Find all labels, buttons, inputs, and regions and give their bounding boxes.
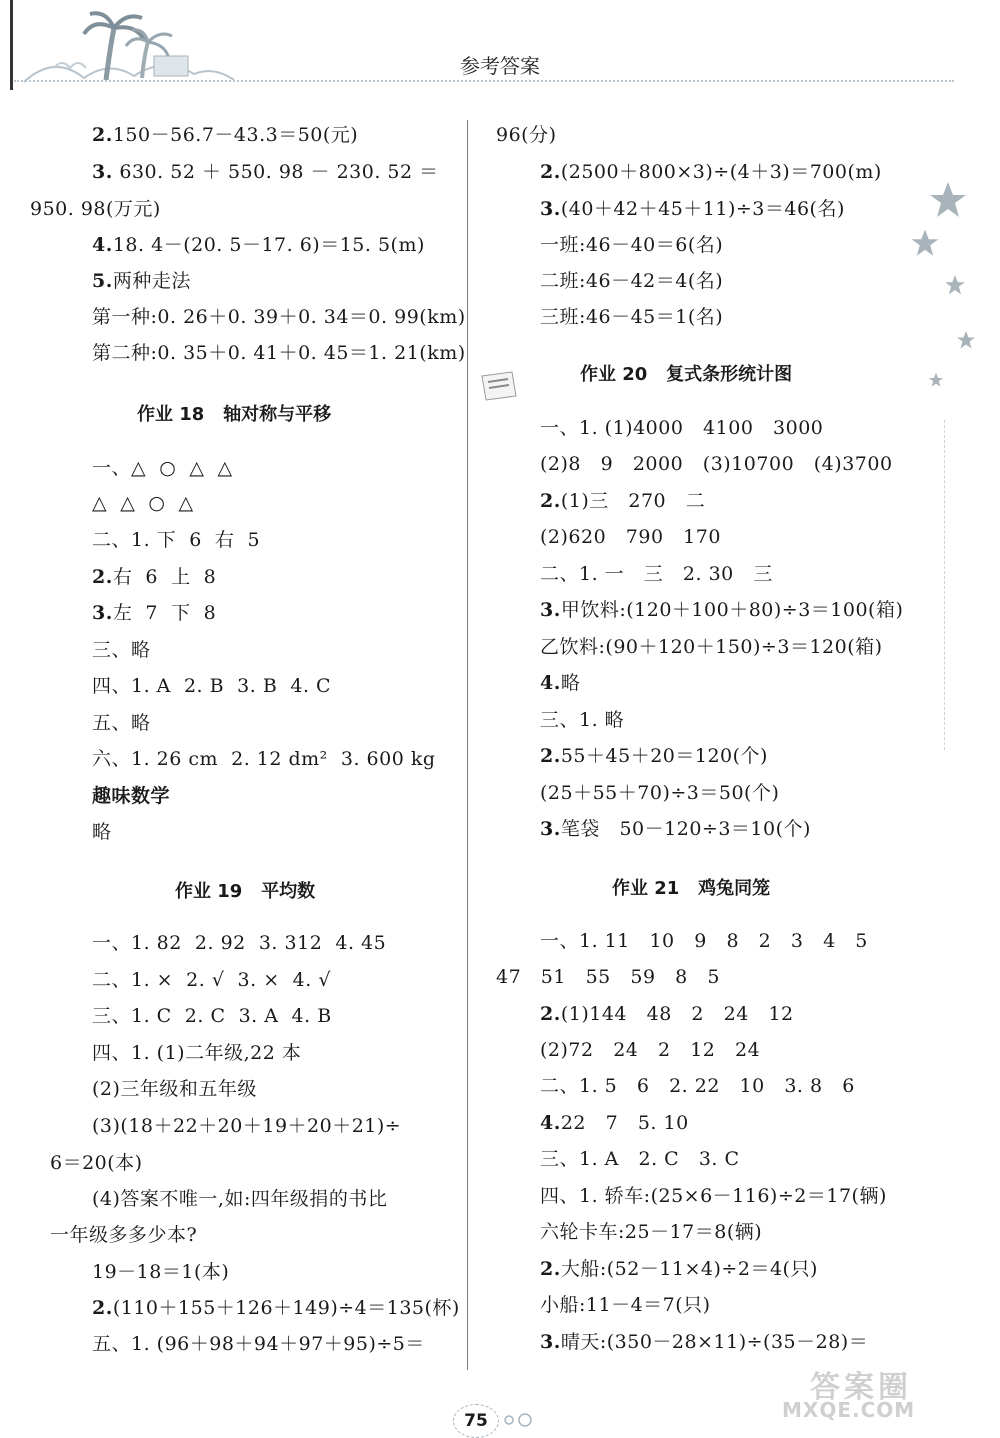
answer-line: 2.150－56.7－43.3＝50(元) (92, 124, 359, 146)
answer-line: 三、1. C 2. C 3. A 4. B (92, 1005, 332, 1027)
answer-line: 3.晴天:(350－28×11)÷(35－28)＝ (540, 1331, 869, 1353)
star-icon (928, 180, 968, 220)
answer-line: (2)620 790 170 (540, 526, 721, 548)
answer-line: 19－18＝1(本) (92, 1261, 230, 1283)
star-icon (956, 330, 976, 350)
answer-line: 3.(40＋42＋45＋11)÷3＝46(名) (540, 198, 845, 220)
answer-line: 2.(2500＋800×3)÷(4＋3)＝700(m) (540, 161, 882, 183)
answer-line: 二、1. 5 6 2. 22 10 3. 8 6 (540, 1075, 855, 1097)
answer-line: 2.55＋45＋20＝120(个) (540, 745, 768, 767)
answer-line: 2.右 6 上 8 (92, 566, 217, 588)
answer-line: 第一种:0. 26＋0. 39＋0. 34＝0. 99(km) (92, 306, 466, 328)
answer-line: 4.略 (540, 672, 581, 694)
answer-line: 47 51 55 59 8 5 (496, 966, 720, 988)
answer-line: 一、1. 11 10 9 8 2 3 4 5 (540, 930, 868, 952)
answer-line: 二、1. × 2. √ 3. × 4. √ (92, 969, 331, 991)
page-number: 75 (453, 1404, 499, 1438)
star-icon (910, 228, 940, 258)
page-number-area (445, 1400, 565, 1430)
answer-line: (3)(18＋22＋20＋19＋20＋21)÷ (92, 1115, 402, 1137)
answer-line: 第二种:0. 35＋0. 41＋0. 45＝1. 21(km) (92, 342, 466, 364)
answer-line: 4.22 7 5. 10 (540, 1112, 689, 1134)
answer-line: 二、1. 一 三 2. 30 三 (540, 563, 773, 585)
fun-math-title: 趣味数学 (92, 785, 171, 807)
answer-line: 一、1. (1)4000 4100 3000 (540, 417, 824, 439)
answer-line: 四、1. (1)二年级,22 本 (92, 1042, 302, 1064)
answer-line: 三、略 (92, 639, 151, 661)
answer-line: 四、1. 轿车:(25×6－116)÷2＝17(辆) (540, 1185, 887, 1207)
answer-line: 6＝20(本) (50, 1152, 143, 1174)
answer-line: 三班:46－45＝1(名) (540, 306, 724, 328)
answer-line: 四、1. A 2. B 3. B 4. C (92, 675, 332, 697)
answer-line: 一班:46－40＝6(名) (540, 234, 724, 256)
answer-line: △ △ ○ △ (92, 492, 194, 514)
answer-line: 一、1. 82 2. 92 3. 312 4. 45 (92, 932, 387, 954)
answer-line: 三、1. 略 (540, 709, 625, 731)
answer-line: 2.(1)144 48 2 24 12 (540, 1003, 794, 1025)
star-icon (928, 372, 944, 388)
answer-line: 2.(110＋155＋126＋149)÷4＝135(杯) (92, 1297, 460, 1319)
answer-line: 5.两种走法 (92, 270, 191, 292)
answer-line: (2)三年级和五年级 (92, 1078, 257, 1100)
answer-line: 五、略 (92, 712, 151, 734)
fun-math-answer: 略 (92, 821, 112, 843)
answer-line: (2)72 24 2 12 24 (540, 1039, 761, 1061)
page-header-title: 参考答案 (460, 54, 540, 78)
answer-line: 3.笔袋 50－120÷3＝10(个) (540, 818, 811, 840)
answer-line: (25＋55＋70)÷3＝50(个) (540, 782, 780, 804)
answer-line: 五、1. (96＋98＋94＋97＋95)÷5＝ (92, 1333, 425, 1355)
decor-circles-icon (503, 1412, 563, 1432)
answer-line: (2)8 9 2000 (3)10700 (4)3700 (540, 453, 893, 475)
section-title-21: 作业 21 鸡兔同笼 (612, 878, 771, 899)
answer-line: 3.左 7 下 8 (92, 602, 217, 624)
watermark-top: 答案圈 (810, 1370, 912, 1405)
margin-dashed-line (944, 420, 945, 750)
section-title-18: 作业 18 轴对称与平移 (137, 404, 332, 425)
section-title-19: 作业 19 平均数 (175, 881, 316, 902)
answer-line: 3. 630. 52 ＋ 550. 98 － 230. 52 ＝ (92, 161, 439, 183)
star-icon (944, 274, 966, 296)
answer-line: 一年级多多少本? (50, 1224, 198, 1246)
answer-line: 乙饮料:(90＋120＋150)÷3＝120(箱) (540, 636, 883, 658)
answer-line: 3.甲饮料:(120＋100＋80)÷3＝100(箱) (540, 599, 904, 621)
answer-line: 2.(1)三 270 二 (540, 490, 706, 512)
answer-line: 六、1. 26 cm 2. 12 dm² 3. 600 kg (92, 748, 436, 770)
watermark-bottom: MXQE.COM (782, 1398, 916, 1422)
watermark (782, 1360, 992, 1422)
column-divider (467, 120, 468, 1370)
answer-line: 950. 98(万元) (30, 198, 161, 220)
answer-line: 2.大船:(52－11×4)÷2＝4(只) (540, 1258, 818, 1280)
stamp-icon (478, 368, 518, 404)
answer-line: 4.18. 4－(20. 5－17. 6)＝15. 5(m) (92, 234, 425, 256)
answer-line: 六轮卡车:25－17＝8(辆) (540, 1221, 763, 1243)
answer-line: 二、1. 下 6 右 5 (92, 529, 261, 551)
answer-line: 小船:11－4＝7(只) (540, 1294, 711, 1316)
answer-line: 三、1. A 2. C 3. C (540, 1148, 740, 1170)
answer-line: 二班:46－42＝4(名) (540, 270, 724, 292)
answer-line: (4)答案不唯一,如:四年级捐的书比 (92, 1188, 388, 1210)
answer-line: 一、△ ○ △ △ (92, 457, 233, 479)
section-title-20: 作业 20 复式条形统计图 (580, 364, 793, 385)
answer-line: 96(分) (496, 124, 557, 146)
header-divider (14, 80, 954, 82)
